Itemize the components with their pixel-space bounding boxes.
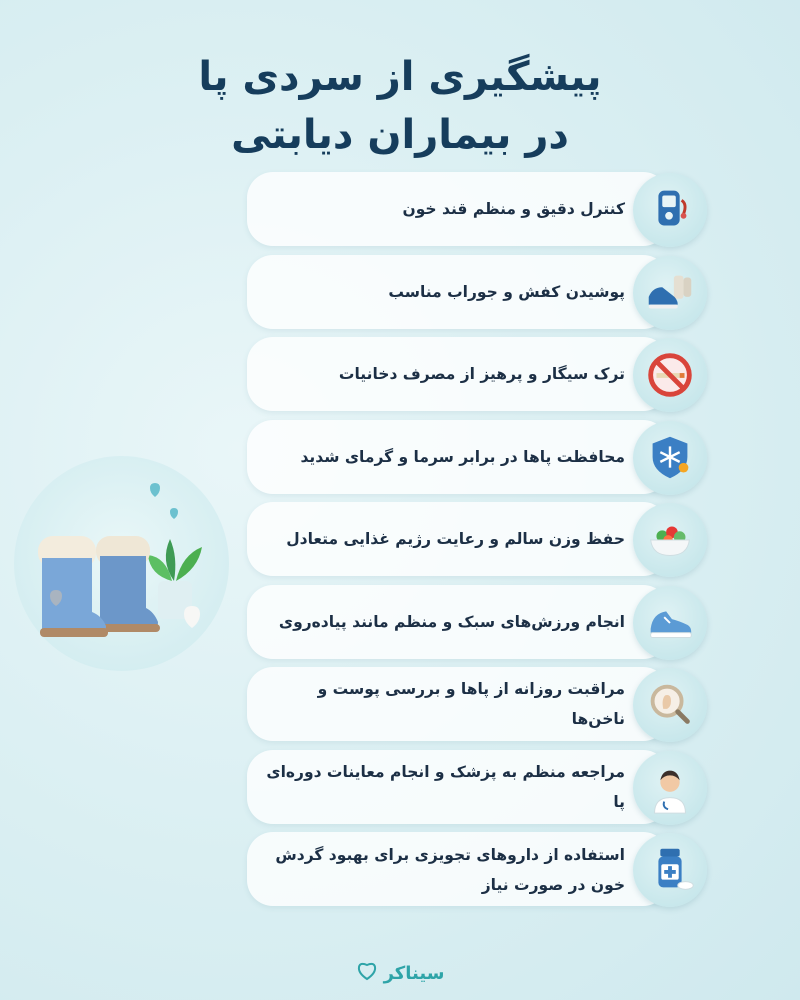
doctor-icon	[633, 751, 707, 825]
tips-list	[247, 172, 707, 915]
item-pill	[247, 667, 669, 741]
sneaker-icon	[633, 586, 707, 660]
list-item	[247, 172, 707, 246]
heart-icon	[150, 483, 160, 497]
item-pill	[247, 255, 669, 329]
item-label: کنترل دقیق و منظم قند خون	[402, 200, 625, 218]
list-item	[247, 750, 707, 824]
logo-text: سیناکر	[383, 962, 445, 984]
winter-boots-illustration	[14, 456, 229, 671]
item-pill	[247, 750, 669, 824]
list-item	[247, 832, 707, 906]
item-label: ترک سیگار و پرهیز از مصرف دخانیات	[338, 365, 625, 383]
list-item	[247, 255, 707, 329]
medicine-bottle-icon	[633, 833, 707, 907]
list-item	[247, 585, 707, 659]
glucose-meter-icon	[633, 173, 707, 247]
list-item	[247, 337, 707, 411]
list-item	[247, 502, 707, 576]
item-pill	[247, 172, 669, 246]
item-pill	[247, 420, 669, 494]
list-item	[247, 667, 707, 741]
item-label: انجام ورزش‌های سبک و منظم مانند پیاده‌روی	[278, 612, 625, 631]
item-label: پوشیدن کفش و جوراب مناسب	[388, 282, 625, 301]
brand-logo	[340, 958, 460, 988]
item-label: محافظت پاها در برابر سرما و گرمای شدید	[300, 447, 625, 466]
item-pill	[247, 502, 669, 576]
salad-bowl-icon	[633, 503, 707, 577]
item-pill	[247, 585, 669, 659]
title-line-1: پیشگیری از سردی پا	[198, 54, 602, 100]
no-smoking-icon	[633, 338, 707, 412]
leaf-heart-icon	[356, 960, 378, 986]
item-label: مراجعه منظم به پزشک و انجام معاینات دوره‌ای پا	[266, 762, 625, 811]
title-line-2: در بیماران دیابتی	[231, 112, 569, 158]
list-item	[247, 420, 707, 494]
shield-snowflake-icon	[633, 421, 707, 495]
item-pill	[247, 337, 669, 411]
page-title	[150, 48, 650, 164]
magnifier-foot-icon	[633, 668, 707, 742]
item-label: حفظ وزن سالم و رعایت رژیم غذایی متعادل	[286, 530, 625, 548]
item-pill	[247, 832, 669, 906]
item-label: مراقبت روزانه از پاها و بررسی پوست و ناخن‌ها	[317, 680, 625, 728]
item-label: استفاده از داروهای تجویزی برای بهبود گردش خون در صورت نیاز	[275, 846, 625, 894]
shoes-socks-icon	[633, 256, 707, 330]
